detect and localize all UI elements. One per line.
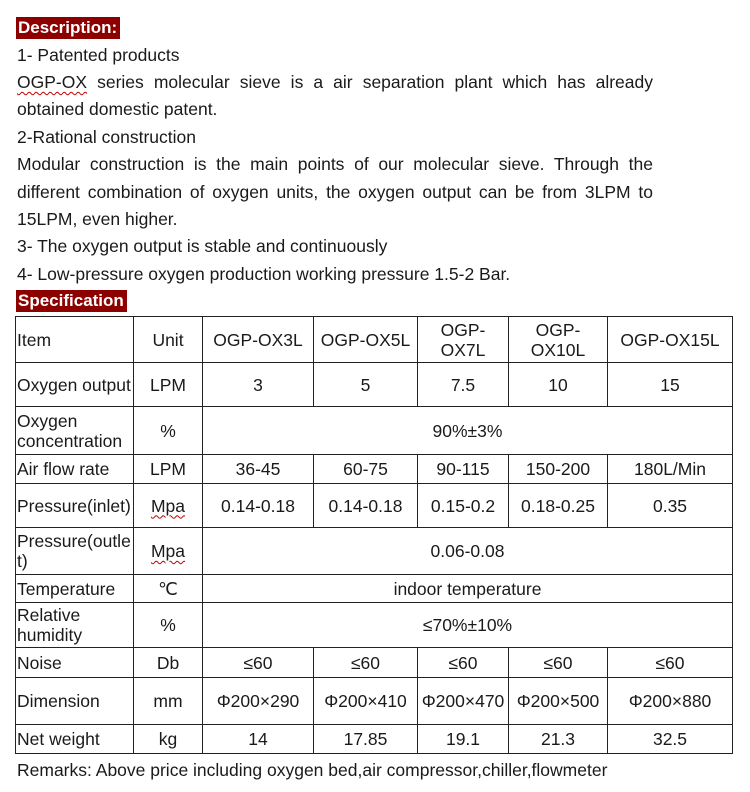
header-cell: OGP-OX10L bbox=[509, 317, 608, 363]
row-value: 5 bbox=[314, 363, 418, 407]
table-header-row bbox=[16, 317, 733, 363]
table-row bbox=[16, 455, 733, 484]
row-value: 0.14-0.18 bbox=[314, 484, 418, 528]
row-item-label: Air flow rate bbox=[16, 455, 134, 484]
row-value: Φ200×500 bbox=[509, 678, 608, 725]
unit-text: Mpa bbox=[150, 495, 186, 516]
row-value: Φ200×880 bbox=[608, 678, 733, 725]
unit-text: Mpa bbox=[150, 541, 186, 561]
row-unit bbox=[134, 528, 203, 575]
row-value: 3 bbox=[203, 363, 314, 407]
remarks-text: Remarks: Above price including oxygen bed,air compressor,chiller,flowmeter bbox=[17, 760, 608, 780]
row-merged-value: indoor temperature bbox=[203, 575, 733, 603]
table-row bbox=[16, 575, 733, 603]
row-value: 32.5 bbox=[608, 725, 733, 754]
table-row bbox=[16, 528, 733, 575]
row-value: 150-200 bbox=[509, 455, 608, 484]
row-merged-value: ≤70%±10% bbox=[203, 603, 733, 648]
description-line: 15LPM, even higher. bbox=[17, 209, 178, 229]
row-value: 10 bbox=[509, 363, 608, 407]
row-unit: ℃ bbox=[134, 575, 203, 603]
table-row bbox=[16, 725, 733, 754]
row-unit: % bbox=[134, 407, 203, 455]
row-value: 0.15-0.2 bbox=[418, 484, 509, 528]
row-value: 0.18-0.25 bbox=[509, 484, 608, 528]
row-item-label: Pressure(inlet) bbox=[16, 484, 134, 528]
row-value: 17.85 bbox=[314, 725, 418, 754]
header-cell: Unit bbox=[134, 317, 203, 363]
row-value: ≤60 bbox=[203, 648, 314, 678]
row-value: Φ200×290 bbox=[203, 678, 314, 725]
row-value: Φ200×470 bbox=[418, 678, 509, 725]
row-value: 180L/Min bbox=[608, 455, 733, 484]
table-row bbox=[16, 363, 733, 407]
row-value: 14 bbox=[203, 725, 314, 754]
row-value: 60-75 bbox=[314, 455, 418, 484]
row-value: 19.1 bbox=[418, 725, 509, 754]
table-row bbox=[16, 407, 733, 455]
row-value: 36-45 bbox=[203, 455, 314, 484]
table-row bbox=[16, 678, 733, 725]
row-value: ≤60 bbox=[314, 648, 418, 678]
row-unit: LPM bbox=[134, 455, 203, 484]
row-value: 7.5 bbox=[418, 363, 509, 407]
description-line: obtained domestic patent. bbox=[17, 99, 218, 119]
description-line-text: series molecular sieve is a air separation plant which has already bbox=[87, 72, 653, 92]
header-cell: OGP-OX7L bbox=[418, 317, 509, 363]
row-value: 0.35 bbox=[608, 484, 733, 528]
row-item-label: Temperature bbox=[16, 575, 134, 603]
row-merged-value: 0.06-0.08 bbox=[203, 528, 733, 575]
row-unit: mm bbox=[134, 678, 203, 725]
row-unit: % bbox=[134, 603, 203, 648]
row-item-label: Net weight bbox=[16, 725, 134, 754]
row-item-label: Noise bbox=[16, 648, 134, 678]
description-line: 1- Patented products bbox=[17, 45, 180, 65]
row-item-label: Dimension bbox=[16, 678, 134, 725]
row-unit bbox=[134, 484, 203, 528]
row-value: ≤60 bbox=[418, 648, 509, 678]
description-heading: Description: bbox=[16, 17, 120, 39]
row-item-label: Relative humidity bbox=[16, 603, 134, 648]
row-merged-value: 90%±3% bbox=[203, 407, 733, 455]
row-value: 21.3 bbox=[509, 725, 608, 754]
description-line: different combination of oxygen units, the oxygen output can be from 3LPM to bbox=[17, 182, 653, 202]
header-cell: OGP-OX15L bbox=[608, 317, 733, 363]
row-value: Φ200×410 bbox=[314, 678, 418, 725]
row-item-label: Pressure(outlet) bbox=[16, 528, 134, 575]
row-value: ≤60 bbox=[509, 648, 608, 678]
description-line bbox=[17, 71, 653, 93]
product-series-name: OGP-OX bbox=[17, 72, 88, 92]
row-value: 15 bbox=[608, 363, 733, 407]
header-cell: OGP-OX5L bbox=[314, 317, 418, 363]
header-cell: Item bbox=[16, 317, 134, 363]
row-unit: kg bbox=[134, 725, 203, 754]
row-value: 90-115 bbox=[418, 455, 509, 484]
description-line: 3- The oxygen output is stable and continuously bbox=[17, 236, 388, 256]
specification-heading: Specification bbox=[16, 290, 127, 312]
row-value: ≤60 bbox=[608, 648, 733, 678]
description-line: 2-Rational construction bbox=[17, 127, 196, 147]
row-item-label: Oxygen output bbox=[16, 363, 134, 407]
row-item-label: Oxygen concentration bbox=[16, 407, 134, 455]
header-cell: OGP-OX3L bbox=[203, 317, 314, 363]
row-unit: LPM bbox=[134, 363, 203, 407]
table-row bbox=[16, 603, 733, 648]
table-row bbox=[16, 648, 733, 678]
row-value: 0.14-0.18 bbox=[203, 484, 314, 528]
specification-table bbox=[15, 316, 733, 754]
description-line: Modular construction is the main points of our molecular sieve. Through the bbox=[17, 154, 653, 174]
description-line: 4- Low-pressure oxygen production working pressure 1.5-2 Bar. bbox=[17, 264, 511, 284]
row-unit: Db bbox=[134, 648, 203, 678]
table-row bbox=[16, 484, 733, 528]
